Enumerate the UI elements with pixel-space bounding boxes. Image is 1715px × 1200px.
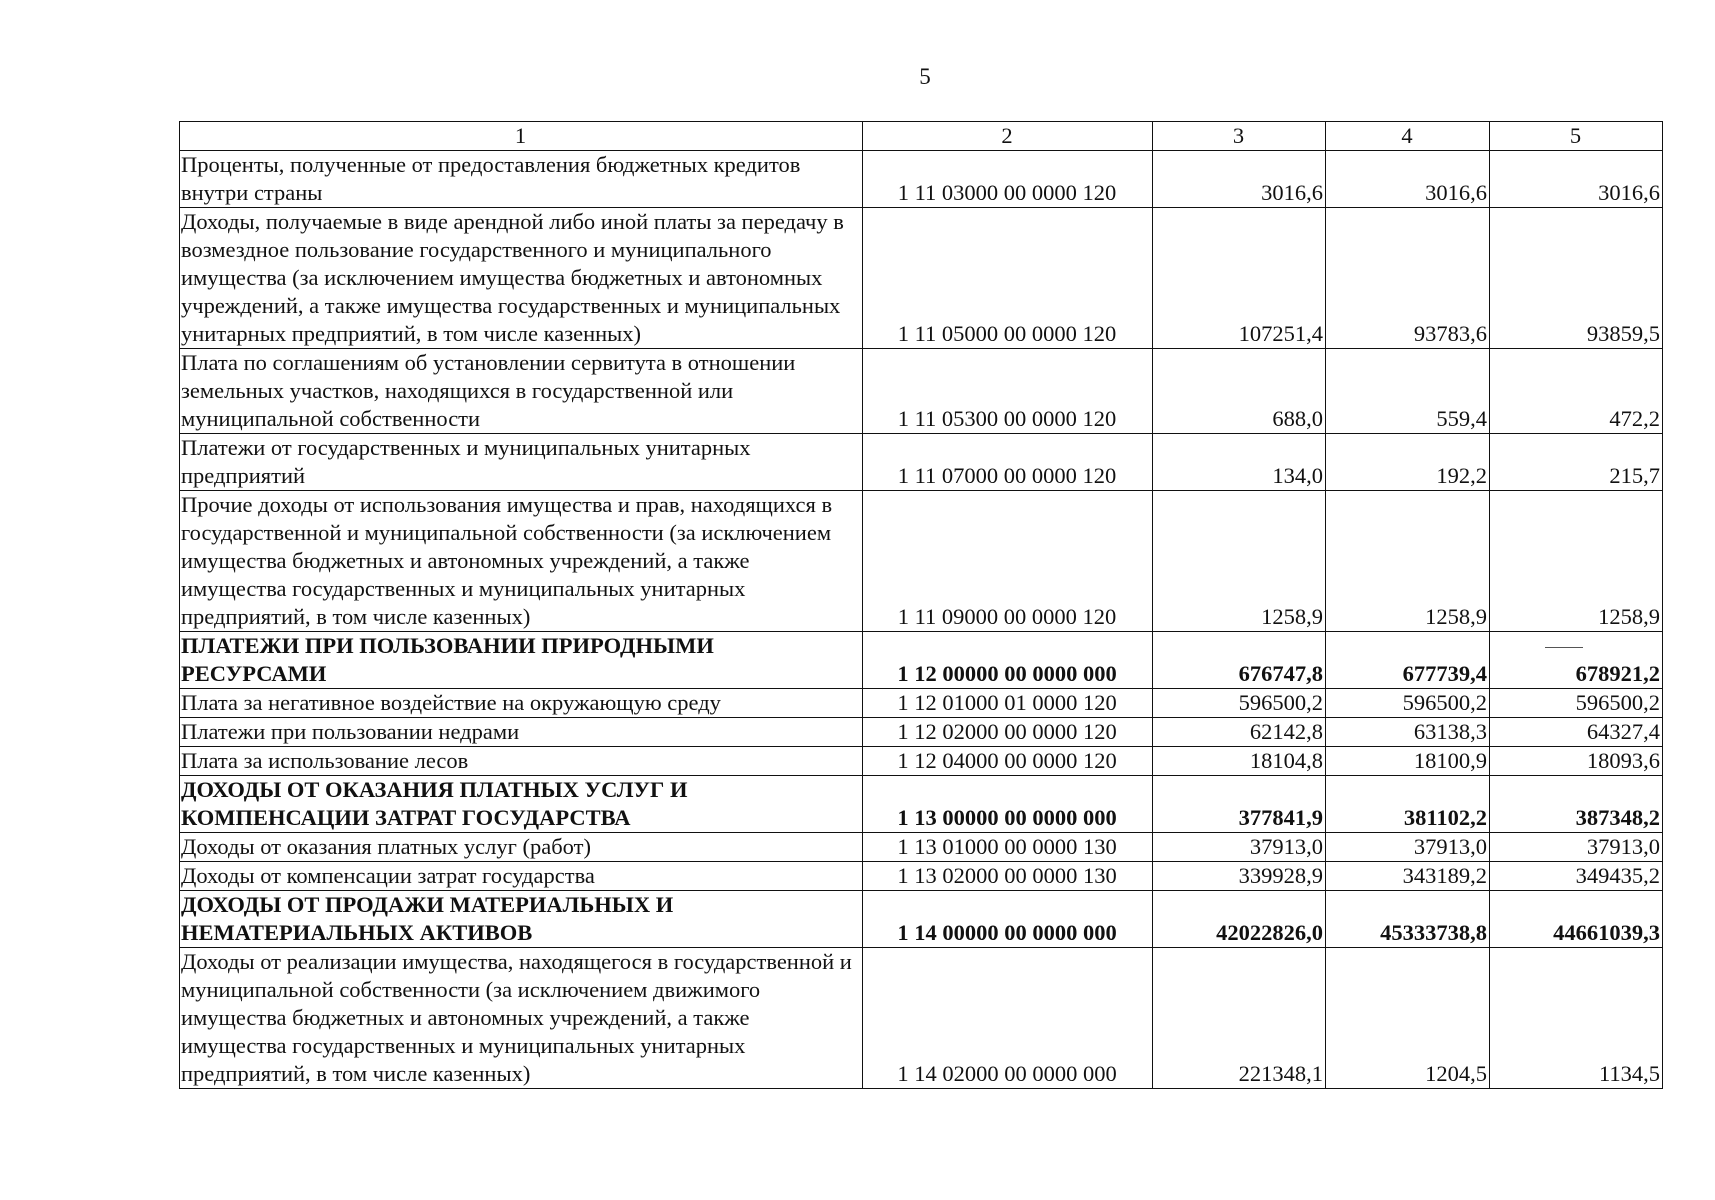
row-code-cell: 1 14 02000 00 0000 000 (863, 948, 1153, 1089)
row-value-col5: 44661039,3 (1490, 891, 1663, 948)
row-name-cell: ДОХОДЫ ОТ ОКАЗАНИЯ ПЛАТНЫХ УСЛУГ И КОМПЕНСАЦИИ ЗАТРАТ ГОСУДАРСТВА (180, 776, 863, 833)
row-value-col3: 37913,0 (1153, 833, 1326, 862)
row-value-col5: 93859,5 (1490, 208, 1663, 349)
row-value-col4: 559,4 (1326, 349, 1490, 434)
row-code-cell: 1 13 00000 00 0000 000 (863, 776, 1153, 833)
row-name-cell: Платежи при пользовании недрами (180, 718, 863, 747)
row-value-col3: 3016,6 (1153, 151, 1326, 208)
row-code-cell: 1 13 02000 00 0000 130 (863, 862, 1153, 891)
table-row (180, 833, 1663, 862)
row-value-col4: 3016,6 (1326, 151, 1490, 208)
row-value-col4: 18100,9 (1326, 747, 1490, 776)
row-name-cell: Плата по соглашениям об установлении сервитута в отношении земельных участков, находящихся в государственной или муниципальной собственности (180, 349, 863, 434)
row-name-cell: Плата за использование лесов (180, 747, 863, 776)
row-value-col5: 349435,2 (1490, 862, 1663, 891)
row-value-col4: 677739,4 (1326, 632, 1490, 689)
row-value-col3: 107251,4 (1153, 208, 1326, 349)
row-value-col4: 93783,6 (1326, 208, 1490, 349)
row-value-col4: 45333738,8 (1326, 891, 1490, 948)
row-value-col4: 596500,2 (1326, 689, 1490, 718)
table-row (180, 434, 1663, 491)
table-row (180, 208, 1663, 349)
table-row (180, 349, 1663, 434)
row-value-col5: 472,2 (1490, 349, 1663, 434)
row-value-col4: 1204,5 (1326, 948, 1490, 1089)
row-value-col5: 37913,0 (1490, 833, 1663, 862)
row-value-col4: 1258,9 (1326, 491, 1490, 632)
column-number-5: 5 (1490, 122, 1663, 151)
row-value-col5: 64327,4 (1490, 718, 1663, 747)
page-number: 5 (919, 64, 931, 89)
table-row (180, 718, 1663, 747)
row-name-cell: Проценты, полученные от предоставления бюджетных кредитов внутри страны (180, 151, 863, 208)
row-value-col3: 339928,9 (1153, 862, 1326, 891)
revenue-table (179, 121, 1663, 1089)
column-number-row (180, 122, 1663, 151)
row-value-col4: 381102,2 (1326, 776, 1490, 833)
row-code-cell: 1 11 03000 00 0000 120 (863, 151, 1153, 208)
row-name-cell: ПЛАТЕЖИ ПРИ ПОЛЬЗОВАНИИ ПРИРОДНЫМИ РЕСУРСАМИ (180, 632, 863, 689)
row-value-col3: 377841,9 (1153, 776, 1326, 833)
row-value-col5: 387348,2 (1490, 776, 1663, 833)
table-row (180, 891, 1663, 948)
row-name-cell: Платежи от государственных и муниципальных унитарных предприятий (180, 434, 863, 491)
row-value-col5: 3016,6 (1490, 151, 1663, 208)
row-value-col3: 1258,9 (1153, 491, 1326, 632)
row-code-cell: 1 11 05000 00 0000 120 (863, 208, 1153, 349)
row-value-col5: 18093,6 (1490, 747, 1663, 776)
column-number-1: 1 (180, 122, 863, 151)
column-number-4: 4 (1326, 122, 1490, 151)
table-row (180, 776, 1663, 833)
row-value-col3: 688,0 (1153, 349, 1326, 434)
table-row (180, 151, 1663, 208)
row-value-col3: 134,0 (1153, 434, 1326, 491)
row-value-col4: 63138,3 (1326, 718, 1490, 747)
row-value-col5: 1258,9 (1490, 491, 1663, 632)
row-value-col3: 42022826,0 (1153, 891, 1326, 948)
row-value-col3: 676747,8 (1153, 632, 1326, 689)
row-value-col4: 192,2 (1326, 434, 1490, 491)
row-code-cell: 1 12 01000 01 0000 120 (863, 689, 1153, 718)
row-code-cell: 1 11 09000 00 0000 120 (863, 491, 1153, 632)
row-code-cell: 1 11 07000 00 0000 120 (863, 434, 1153, 491)
table-row (180, 632, 1663, 689)
row-code-cell: 1 11 05300 00 0000 120 (863, 349, 1153, 434)
table-row (180, 689, 1663, 718)
row-value-col5: 1134,5 (1490, 948, 1663, 1089)
row-value-col5: 678921,2 (1490, 632, 1663, 689)
table-row (180, 862, 1663, 891)
column-number-2: 2 (863, 122, 1153, 151)
column-number-3: 3 (1153, 122, 1326, 151)
scan-mark (1545, 647, 1583, 648)
table-row (180, 747, 1663, 776)
row-name-cell: Прочие доходы от использования имущества и прав, находящихся в государственной и муниципальной собственности (за исключением имущества бюджетных и автономных учреждений, а также имущества государственных и муниципальных унитарных предприятий, в том числе казенных) (180, 491, 863, 632)
row-name-cell: ДОХОДЫ ОТ ПРОДАЖИ МАТЕРИАЛЬНЫХ И НЕМАТЕРИАЛЬНЫХ АКТИВОВ (180, 891, 863, 948)
row-value-col4: 37913,0 (1326, 833, 1490, 862)
row-name-cell: Доходы, получаемые в виде арендной либо иной платы за передачу в возмездное пользование государственного и муниципального имущества (за исключением имущества бюджетных и автономных учреждений, а также имущества государственных и муниципальных унитарных предприятий, в том числе казенных) (180, 208, 863, 349)
row-code-cell: 1 12 02000 00 0000 120 (863, 718, 1153, 747)
row-value-col5: 596500,2 (1490, 689, 1663, 718)
row-value-col5: 215,7 (1490, 434, 1663, 491)
row-value-col3: 62142,8 (1153, 718, 1326, 747)
row-code-cell: 1 13 01000 00 0000 130 (863, 833, 1153, 862)
revenue-table-body (180, 122, 1663, 1089)
row-name-cell: Доходы от компенсации затрат государства (180, 862, 863, 891)
row-code-cell: 1 14 00000 00 0000 000 (863, 891, 1153, 948)
table-row (180, 491, 1663, 632)
row-name-cell: Доходы от реализации имущества, находящегося в государственной и муниципальной собственности (за исключением движимого имущества бюджетных и автономных учреждений, а также имущества государственных и муниципальных унитарных предприятий, в том числе казенных) (180, 948, 863, 1089)
row-value-col4: 343189,2 (1326, 862, 1490, 891)
row-code-cell: 1 12 00000 00 0000 000 (863, 632, 1153, 689)
row-name-cell: Доходы от оказания платных услуг (работ) (180, 833, 863, 862)
row-value-col3: 596500,2 (1153, 689, 1326, 718)
row-name-cell: Плата за негативное воздействие на окружающую среду (180, 689, 863, 718)
row-value-col3: 18104,8 (1153, 747, 1326, 776)
table-row (180, 948, 1663, 1089)
row-code-cell: 1 12 04000 00 0000 120 (863, 747, 1153, 776)
row-value-col3: 221348,1 (1153, 948, 1326, 1089)
